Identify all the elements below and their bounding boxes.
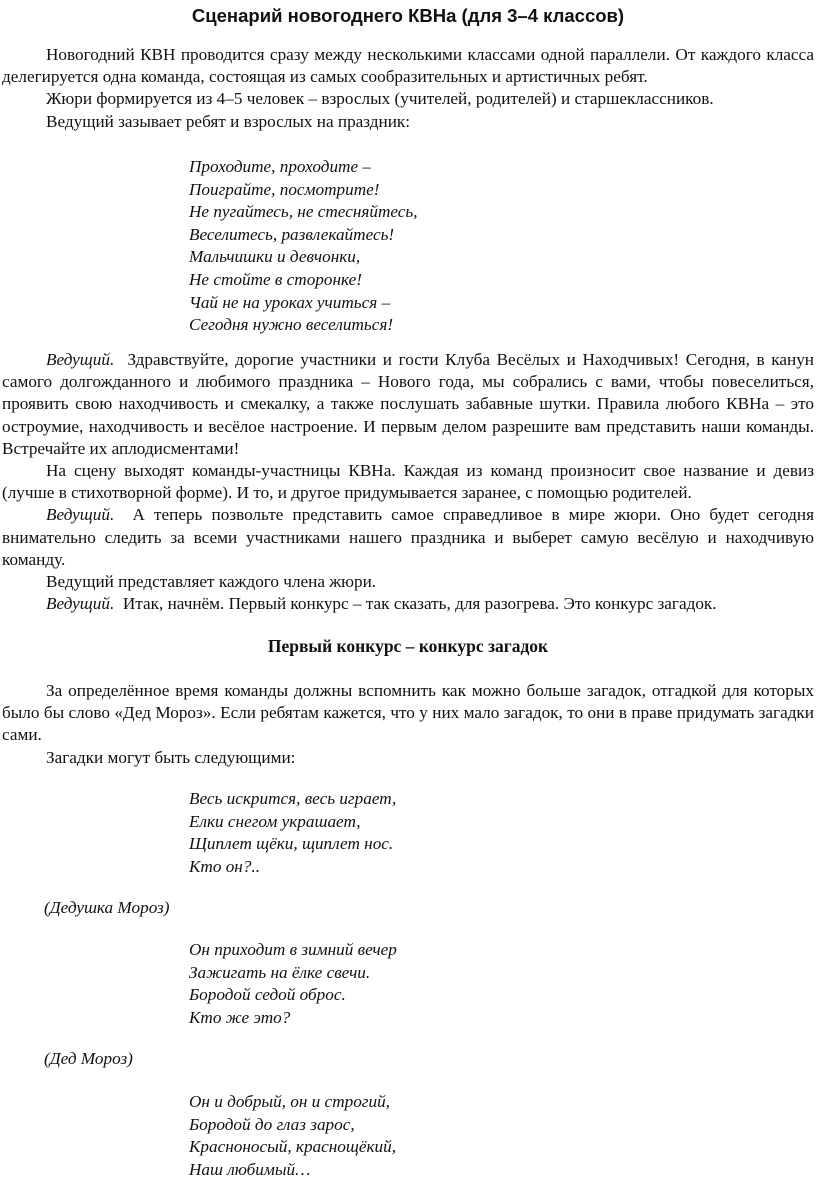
riddles-intro: Загадки могут быть следующими: [46,747,296,767]
host-jury-text: А теперь позвольте представить самое справедливое в мире жюри. Оно будет сегодня внимательно следить за всеми участниками нашего праздника и выберет самую весёлую и находчивую команду. [2,505,815,569]
intro-section [0,44,816,133]
jury-intro-paragraph: Ведущий представляет каждого члена жюри. [46,572,377,592]
jury-paragraph: Жюри формируется из 4–5 человек – взрослых (учителей, родителей) и старшеклассников. [46,89,714,109]
riddle-line: Бородой до глаз зарос, [189,1114,355,1134]
riddle-line: Весь искрится, весь играет, [189,789,397,808]
riddle-line: Зажигать на ёлке свечи. [189,962,371,982]
riddle-line: Елки снегом украшает, [189,811,361,831]
riddle-line: Кто он?.. [189,856,261,876]
riddle-line: Щиплет щёки, щиплет нос. [189,834,394,854]
poem-line: Не пугайтесь, не стесняйтесь, [189,202,418,222]
poem-line: Поиграйте, посмотрите! [189,179,380,199]
host-section [0,349,816,615]
poem-line: Чай не на уроках учиться – [189,292,391,312]
poem-line: Проходите, проходите – [189,157,371,176]
poem-line: Сегодня нужно веселиться! [189,315,394,335]
speaker-label: Ведущий. [46,505,115,525]
riddle-line: Бородой седой оброс. [189,985,346,1005]
intro-paragraph: Новогодний КВН проводится сразу между несколькими классами одной параллели. От каждого класса делегируется одна команда, состоящая из самых сообразительных и артистичных ребят. [2,45,814,87]
opening-poem [189,156,418,337]
riddle-line: Красноносый, краснощёкий, [189,1137,397,1157]
speaker-label: Ведущий. [46,594,115,614]
riddle-2 [189,939,397,1029]
riddle-1-answer: (Дедушка Мороз) [44,898,170,917]
document-title: Сценарий новогоднего КВНа (для 3–4 классов) [191,5,625,26]
contest-description: За определённое время команды должны вспомнить как можно больше загадок, отгадкой для которых было бы слово «Дед Мороз». Если ребятам кажется, что у них мало загадок, то они в праве придумать загадки сами. [2,681,814,745]
poem-line: Веселитесь, развлекайтесь! [189,224,395,244]
riddle-line: Он приходит в зимний вечер [189,940,397,959]
contest-section [0,680,816,769]
speaker-label: Ведущий. [46,350,115,369]
poem-line: Мальчишки и девчонки, [189,247,361,267]
section-heading: Первый конкурс – конкурс загадок [267,636,549,656]
riddle-line: Кто же это? [189,1007,291,1027]
riddle-line: Наш любимый… [189,1159,311,1179]
host-jury-paragraph [0,504,816,571]
teams-paragraph: На сцену выходят команды-участницы КВНа. Каждая из команд произносит свое название и девиз (лучше в стихотворной форме). И то, и другое придумывается заранее, с помощью родителей. [2,461,814,503]
riddle-3 [189,1091,396,1181]
host-greeting-text: Здравствуйте, дорогие участники и гости Клуба Весёлых и Находчивых! Сегодня, в канун самого долгожданного и любимого праздника – Нового года, мы собрались с вами, чтобы повеселиться, проявить свою находчивость и смекалку, а также послушать забавные шутки. Правила любого КВНа – это остроумие, находчивость и весёлое настроение. И первым делом разрешите вам представить наши команды. Встречайте их аплодисментами! [2,350,814,458]
host-start-text: Итак, начнём. Первый конкурс – так сказать, для разогрева. Это конкурс загадок. [122,594,717,614]
poem-line: Не стойте в сторонке! [189,269,362,289]
riddle-line: Он и добрый, он и строгий, [189,1092,390,1111]
host-greeting-paragraph [0,349,816,460]
host-start-paragraph [0,593,816,615]
host-invite-paragraph: Ведущий зазывает ребят и взрослых на праздник: [46,111,411,131]
riddle-2-answer: (Дед Мороз) [44,1049,133,1068]
riddle-1 [189,788,396,878]
